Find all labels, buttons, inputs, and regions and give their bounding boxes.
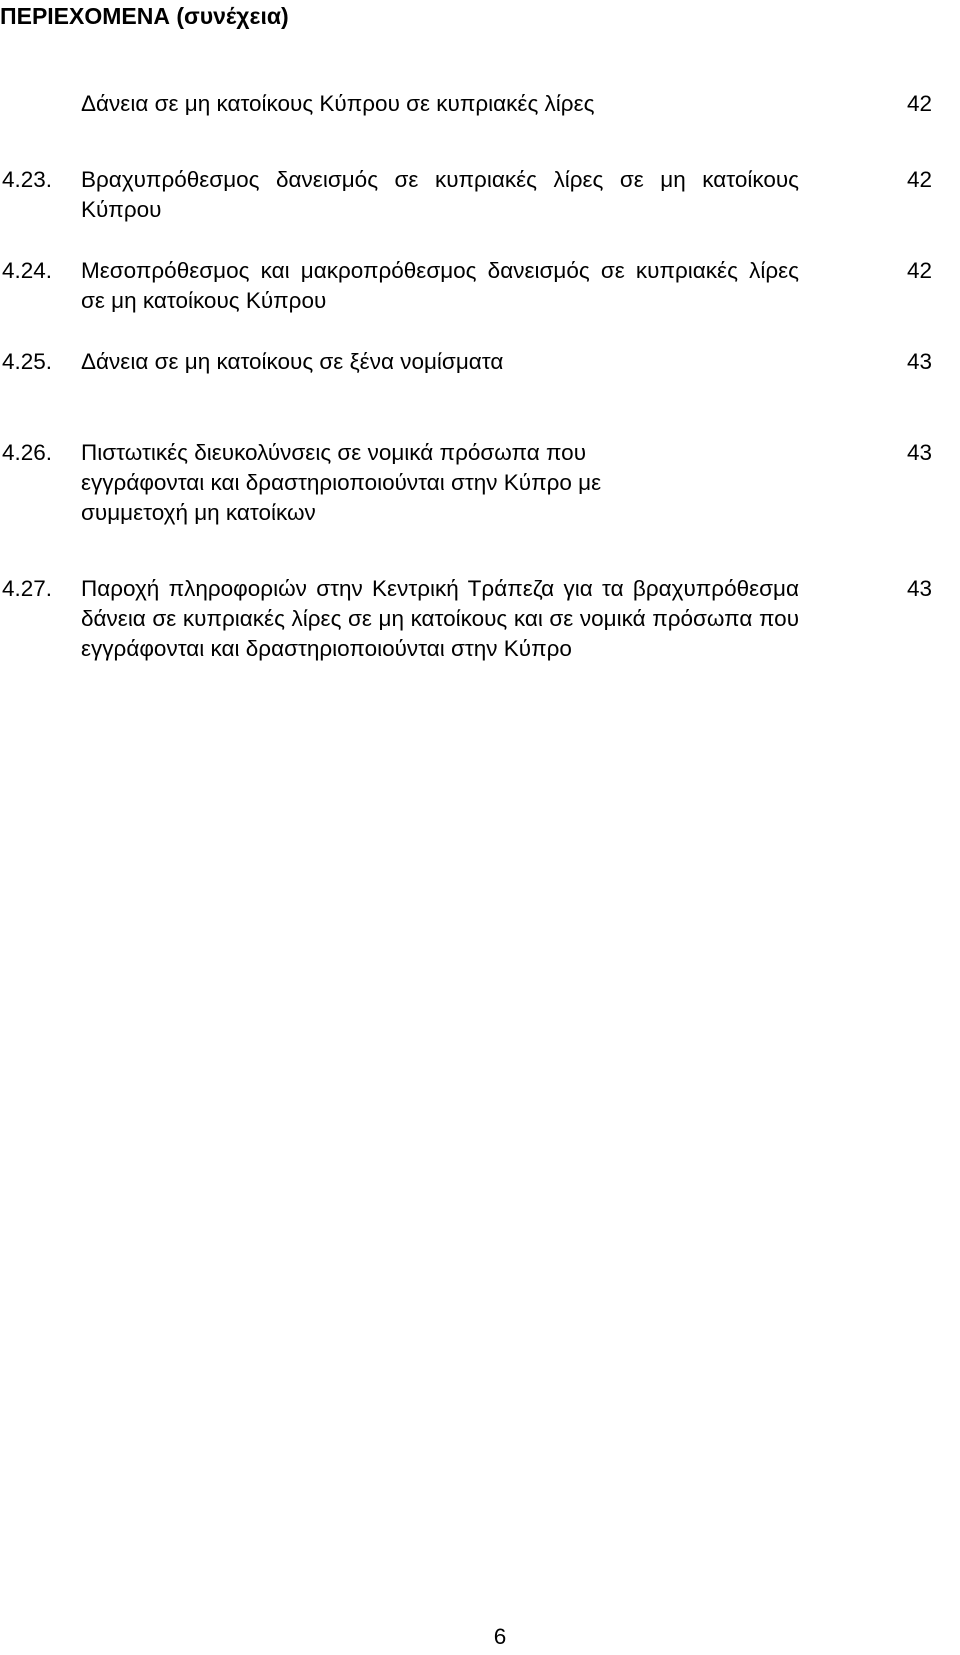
- toc-entry-number: 4.26.: [2, 440, 53, 465]
- toc-entry-page: 42: [906, 167, 932, 192]
- page-heading: ΠΕΡΙΕΧΟΜΕΝΑ (συνέχεια): [0, 3, 289, 29]
- toc-entry-title: Δάνεια σε μη κατοίκους σε ξένα νομίσματα: [81, 349, 504, 374]
- toc-entry-page: 42: [906, 91, 932, 116]
- toc-entry-number: 4.23.: [2, 167, 53, 192]
- toc-entry-page: 43: [906, 576, 932, 601]
- toc-entry-title: Βραχυπρόθεσμος δανεισμός σε κυπριακές λίρες σε μη κατοίκους Κύπρου: [81, 167, 799, 222]
- toc-entry-number: 4.27.: [2, 576, 53, 601]
- toc-entry-page: 42: [906, 258, 932, 283]
- toc-entry-title: Παροχή πληροφοριών στην Κεντρική Τράπεζα για τα βραχυπρόθεσμα δάνεια σε κυπριακές λίρες σε μη κατοίκους και σε νομικά πρόσωπα που εγγράφονται και δραστηριοποιούνται στην Κύπρο: [81, 576, 799, 661]
- toc-entry-title: Πιστωτικές διευκολύνσεις σε νομικά πρόσωπα που εγγράφονται και δραστηριοποιούνται στην Κύπρο με συμμετοχή μη κατοίκων: [81, 440, 602, 525]
- toc-entry-title: Μεσοπρόθεσμος και μακροπρόθεσμος δανεισμός σε κυπριακές λίρες σε μη κατοίκους Κύπρου: [81, 258, 799, 313]
- toc-entry-number: 4.25.: [2, 349, 53, 374]
- toc-entry-page: 43: [906, 440, 932, 465]
- toc-entry-number: 4.24.: [2, 258, 53, 283]
- footer-page-number: 6: [493, 1624, 507, 1649]
- toc-entry-page: 43: [906, 349, 932, 374]
- toc-entry-title: Δάνεια σε μη κατοίκους Κύπρου σε κυπριακές λίρες: [81, 91, 595, 116]
